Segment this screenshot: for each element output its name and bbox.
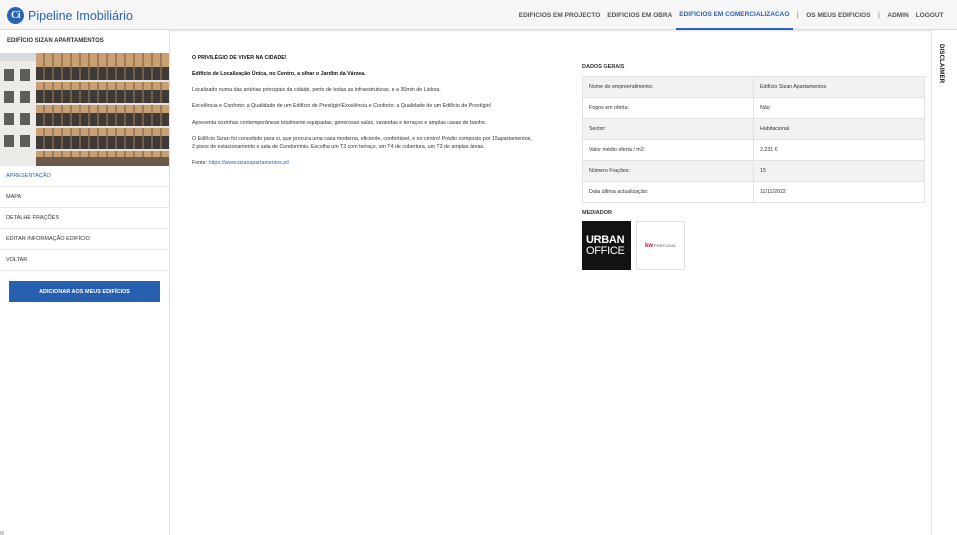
urban-office-line1: URBAN	[586, 233, 625, 246]
add-to-my-buildings-button[interactable]: ADICIONAR AOS MEUS EDIFÍCIOS	[9, 281, 160, 302]
table-row	[583, 119, 925, 140]
building-photo	[0, 53, 169, 166]
table-row	[583, 98, 925, 119]
nav-edificios-em-obra[interactable]: EDIFICIOS EM OBRA	[607, 11, 673, 19]
content-paragraph: Apresenta cozinhas contemporâneas totalmente equipadas, generosas salas, varandas e terraços e amplas casas de banho.	[192, 119, 487, 126]
nav-separator: |	[878, 11, 880, 19]
disclaimer-strip	[931, 30, 957, 535]
disclaimer-tab[interactable]: DISCLAIMER	[938, 44, 944, 84]
general-data-panel	[582, 64, 925, 270]
nav-logout[interactable]: LOGOUT	[915, 11, 944, 19]
nav-admin[interactable]: ADMIN	[887, 11, 909, 19]
left-sidebar	[0, 30, 170, 535]
sidebar-item-apresentacao[interactable]: APRESENTAÇÃO	[0, 166, 169, 187]
sidebar-item-mapa[interactable]: MAPA	[0, 187, 169, 208]
table-row	[583, 182, 925, 203]
source-label: Fonte:	[192, 160, 208, 167]
top-header	[0, 0, 957, 30]
nav-os-meus-edificios[interactable]: OS MEUS EDIFICIOS	[806, 11, 871, 19]
kw-mark: kw	[645, 242, 654, 249]
row-value: 11/11/2022	[754, 182, 925, 203]
nav-edificios-em-comercializacao[interactable]: EDIFICIOS EM COMERCIALIZACAO	[676, 0, 793, 30]
content-subheading: Edifício de Localização Única, no Centro, a olhar o Jardim da Várzea.	[192, 71, 366, 78]
row-value: 2.231 €	[754, 140, 925, 161]
nav-edificios-em-projecto[interactable]: EDIFICIOS EM PROJECTO	[518, 11, 601, 19]
content-paragraph: O Edifício Sizan foi concebido para si, que procura uma casa moderna, eficiente, confortável, e no centro! Prédio composto por 15apartamentos, 2 pisos de estacionamento e sala de Condomínio. Escolha um T2 com terraço, um T4 de cobertura, um T3 de amplas áreas.	[192, 135, 532, 151]
sidebar-menu	[0, 166, 169, 271]
general-data-table	[582, 76, 925, 203]
table-row	[583, 77, 925, 98]
kw-portugal-logo[interactable]	[636, 221, 685, 270]
mediator-title: MEDIADOR	[582, 210, 612, 216]
urban-office-line2: OFFICE	[586, 244, 625, 257]
sidebar-item-voltar[interactable]: VOLTAR	[0, 250, 169, 271]
brand[interactable]	[7, 7, 133, 24]
row-value: Habitacional	[754, 119, 925, 140]
source-line	[192, 159, 532, 168]
table-row	[583, 161, 925, 182]
urban-office-logo[interactable]	[582, 221, 631, 270]
building-title: EDIFÍCIO SIZAN APARTAMENTOS	[7, 38, 104, 44]
main-nav	[515, 0, 947, 30]
row-value: 15	[754, 161, 925, 182]
row-key: Data última actualização:	[583, 182, 754, 203]
ci-logo-icon: Ci	[7, 7, 24, 24]
row-key: Sector:	[583, 119, 754, 140]
content-paragraph: Excelência e Conforto: a Qualidade de um Edifício de Prestígio!Excelência e Conforto: a Qualidade de um Edifício de Prestígio!	[192, 103, 492, 110]
row-key: Fogos em oferta:	[583, 98, 754, 119]
sidebar-item-editar-informacao[interactable]: EDITAR INFORMAÇÃO EDIFÍCIO	[0, 229, 169, 250]
row-key: Número Frações:	[583, 161, 754, 182]
kw-name: PORTUGAL	[654, 243, 676, 248]
table-row	[583, 140, 925, 161]
window-corner	[0, 531, 4, 535]
source-link[interactable]: https://www.sizanapartamentos.pt/	[208, 160, 290, 167]
sidebar-item-detalhe-fracoes[interactable]: DETALHE FRAÇÕES	[0, 208, 169, 229]
row-key: Nome do empreendimento:	[583, 77, 754, 98]
brand-name: Pipeline Imobiliário	[28, 8, 133, 23]
content-heading: O PRIVILÉGIO DE VIVER NA CIDADE!	[192, 55, 287, 61]
presentation-content	[192, 54, 532, 176]
row-value: Edifício Sizan Apartamentos	[754, 77, 925, 98]
content-paragraph: Localizado numa das artérias principais da cidade, perto de todas as infraestruturas, e a 30min de Lisboa.	[192, 87, 441, 94]
mediator-logos	[582, 221, 925, 270]
nav-separator: |	[796, 11, 799, 19]
panel-title: DADOS GERAIS	[582, 64, 625, 70]
row-value: Não	[754, 98, 925, 119]
row-key: Valor médio oferta / m2:	[583, 140, 754, 161]
